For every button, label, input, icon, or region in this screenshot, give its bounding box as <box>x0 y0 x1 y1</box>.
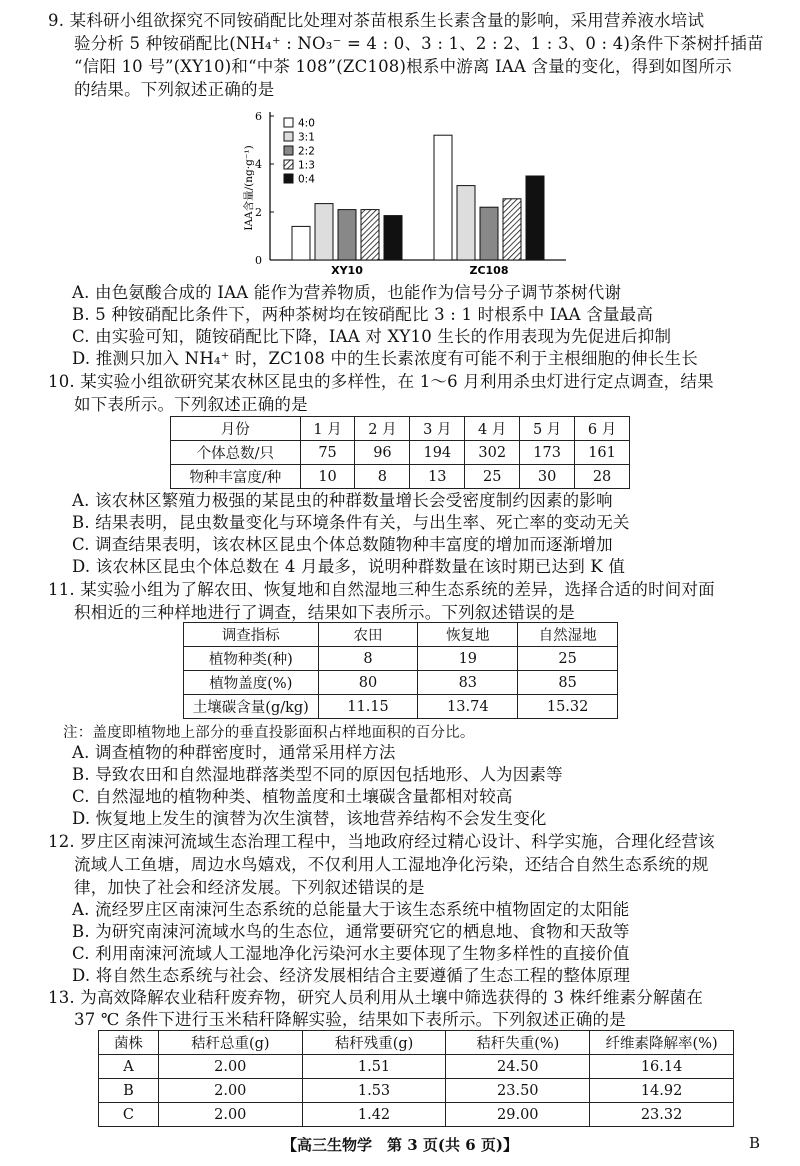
legend-label: 3:1 <box>298 131 315 144</box>
legend-label: 0:4 <box>298 173 315 186</box>
legend-swatch <box>284 174 293 183</box>
table-row <box>184 671 618 695</box>
table-cell: 80 <box>318 671 418 695</box>
q11-header-cell: 自然湿地 <box>518 623 618 647</box>
table-cell: 物种丰富度/种 <box>171 465 301 489</box>
q11-table <box>183 622 618 719</box>
table-cell: 植物种类(种) <box>184 647 319 671</box>
table-cell: 24.50 <box>446 1055 590 1079</box>
table-cell: A <box>99 1055 159 1079</box>
q9-line-1: 9. 某科研小组欲探究不同铵硝配比处理对茶苗根系生长素含量的影响，采用营养液水培试 <box>48 11 705 30</box>
table-cell: 25 <box>518 647 618 671</box>
q12-line-1: 12. 罗庄区南涑河流域生态治理工程中，当地政府经过精心设计、科学实施，合理化经营该 <box>48 832 715 851</box>
table-row <box>171 441 630 465</box>
table-row <box>184 695 618 719</box>
legend-label: 4:0 <box>298 117 315 130</box>
q11-option-c: C. 自然湿地的植物种类、植物盖度和土壤碳含量都相对较高 <box>72 787 513 806</box>
table-cell: C <box>99 1103 159 1127</box>
table-row <box>99 1079 734 1103</box>
x-category-label: XY10 <box>331 264 363 277</box>
q12-option-c: C. 利用南涑河流域人工湿地净化污染河水主要体现了生物多样性的直接价值 <box>72 944 630 963</box>
table-cell: 14.92 <box>590 1079 734 1103</box>
q12-option-b: B. 为研究南涑河流域水鸟的生态位，通常要研究它的栖息地、食物和天敌等 <box>72 922 630 941</box>
table-cell: 16.14 <box>590 1055 734 1079</box>
y-tick-label: 6 <box>255 110 262 123</box>
q10-header-cell: 1 月 <box>300 417 355 441</box>
x-category-label: ZC108 <box>469 264 509 277</box>
q13-table <box>98 1030 734 1127</box>
q10-line-2: 如下表所示。下列叙述正确的是 <box>74 395 308 414</box>
q10-option-b: B. 结果表明，昆虫数量变化与环境条件有关，与出生率、死亡率的变动无关 <box>72 513 630 532</box>
page-footer: 【高三生物学 第 3 页(共 6 页)】 <box>282 1136 518 1154</box>
q9-option-a: A. 由色氨酸合成的 IAA 能作为营养物质，也能作为信号分子调节茶树代谢 <box>72 283 622 302</box>
table-cell: B <box>99 1079 159 1103</box>
chart-legend <box>284 118 315 186</box>
q10-option-d: D. 该农林区昆虫个体总数在 4 月最多，说明种群数量在该时期已达到 K 值 <box>72 557 626 576</box>
table-cell: 23.50 <box>446 1079 590 1103</box>
q10-header-cell: 月份 <box>171 417 301 441</box>
legend-label: 1:3 <box>298 159 315 172</box>
bar-xy10-0-4 <box>384 216 402 260</box>
q13-line-2: 37 ℃ 条件下进行玉米秸秆降解实验，结果如下表所示。下列叙述正确的是 <box>74 1010 626 1029</box>
table-cell: 1.51 <box>302 1055 446 1079</box>
q9-option-b: B. 5 种铵硝配比条件下，两种茶树均在铵硝配比 3 : 1 时根系中 IAA 含量最高 <box>72 305 654 324</box>
table-cell: 8 <box>318 647 418 671</box>
bar-zc108-1-3 <box>503 199 521 260</box>
table-cell: 19 <box>418 647 518 671</box>
table-row <box>99 1055 734 1079</box>
bar-xy10-2-2 <box>338 210 356 260</box>
q13-header-cell: 菌株 <box>99 1031 159 1055</box>
y-axis-label: IAA含量/(ng·g⁻¹) <box>243 145 255 231</box>
table-cell: 11.15 <box>318 695 418 719</box>
q9-line-2: 验分析 5 种铵硝配比(NH₄⁺ : NO₃⁻ = 4 : 0、3 : 1、2 : 2、1 : 3、0 : 4)条件下茶树扦插苗 <box>74 34 764 53</box>
bar-xy10-4-0 <box>292 226 310 260</box>
q10-header-cell: 4 月 <box>465 417 520 441</box>
table-cell: 8 <box>355 465 410 489</box>
paper-version-mark: B <box>748 1134 760 1152</box>
q11-header-cell: 农田 <box>318 623 418 647</box>
q11-option-d: D. 恢复地上发生的演替为次生演替，该地营养结构不会发生变化 <box>72 809 547 828</box>
table-cell: 13 <box>410 465 465 489</box>
table-cell: 194 <box>410 441 465 465</box>
q13-header-cell: 秸秆失重(%) <box>446 1031 590 1055</box>
table-cell: 25 <box>465 465 520 489</box>
table-cell: 2.00 <box>158 1079 302 1103</box>
q13-header-cell: 秸秆残重(g) <box>302 1031 446 1055</box>
bar-zc108-4-0 <box>434 135 452 260</box>
table-cell: 土壤碳含量(g/kg) <box>184 695 319 719</box>
q13-line-1: 13. 为高效降解农业秸秆废弃物，研究人员利用从土壤中筛选获得的 3 株纤维素分解菌在 <box>48 988 704 1007</box>
y-tick-label: 2 <box>255 206 262 219</box>
table-cell: 10 <box>300 465 355 489</box>
table-cell: 161 <box>575 441 630 465</box>
iaa-bar-chart <box>240 108 570 278</box>
bar-zc108-0-4 <box>526 176 544 260</box>
bar-xy10-1-3 <box>361 210 379 260</box>
q11-option-b: B. 导致农田和自然湿地群落类型不同的原因包括地形、人为因素等 <box>72 765 563 784</box>
q11-option-a: A. 调查植物的种群密度时，通常采用样方法 <box>72 743 396 762</box>
table-row <box>184 647 618 671</box>
table-cell: 30 <box>520 465 575 489</box>
table-cell: 2.00 <box>158 1103 302 1127</box>
q9-line-4: 的结果。下列叙述正确的是 <box>74 80 275 99</box>
q12-option-a: A. 流经罗庄区南涑河生态系统的总能量大于该生态系统中植物固定的太阳能 <box>72 900 630 919</box>
q12-option-d: D. 将自然生态系统与社会、经济发展相结合主要遵循了生态工程的整体原理 <box>72 966 631 985</box>
q13-header-cell: 纤维素降解率(%) <box>590 1031 734 1055</box>
legend-label: 2:2 <box>298 145 315 158</box>
table-cell: 1.53 <box>302 1079 446 1103</box>
q10-header-cell: 2 月 <box>355 417 410 441</box>
table-cell: 2.00 <box>158 1055 302 1079</box>
table-row <box>99 1103 734 1127</box>
q10-header-cell: 3 月 <box>410 417 465 441</box>
q10-option-c: C. 调查结果表明，该农林区昆虫个体总数随物种丰富度的增加而逐渐增加 <box>72 535 613 554</box>
q13-header-cell: 秸秆总重(g) <box>158 1031 302 1055</box>
q11-line-1: 11. 某实验小组为了解农田、恢复地和自然湿地三种生态系统的差异，选择合适的时间对面 <box>48 580 715 599</box>
legend-swatch <box>284 146 293 155</box>
q11-header-cell: 调查指标 <box>184 623 319 647</box>
table-cell: 28 <box>575 465 630 489</box>
table-cell: 1.42 <box>302 1103 446 1127</box>
q10-option-a: A. 该农林区繁殖力极强的某昆虫的种群数量增长会受密度制约因素的影响 <box>72 491 613 510</box>
table-cell: 13.74 <box>418 695 518 719</box>
table-cell: 83 <box>418 671 518 695</box>
q9-option-d: D. 推测只加入 NH₄⁺ 时，ZC108 中的生长素浓度有可能不利于主根细胞的伸长生长 <box>72 349 698 368</box>
q10-table <box>170 416 630 489</box>
q9-line-3: “信阳 10 号”(XY10)和“中茶 108”(ZC108)根系中游离 IAA 含量的变化，得到如图所示 <box>74 57 732 76</box>
q11-line-2: 积相近的三种样地进行了调查，结果如下表所示。下列叙述错误的是 <box>74 603 575 622</box>
table-cell: 23.32 <box>590 1103 734 1127</box>
legend-swatch <box>284 118 293 127</box>
q10-header-cell: 6 月 <box>575 417 630 441</box>
table-cell: 植物盖度(%) <box>184 671 319 695</box>
q12-line-3: 律，加快了社会和经济发展。下列叙述错误的是 <box>74 878 425 897</box>
y-tick-label: 0 <box>255 254 262 267</box>
bar-zc108-3-1 <box>457 186 475 260</box>
q10-line-1: 10. 某实验小组欲研究某农林区昆虫的多样性，在 1～6 月利用杀虫灯进行定点调查，结果 <box>48 372 714 391</box>
q12-line-2: 流域人工鱼塘，周边水鸟嬉戏，不仅利用人工湿地净化污染，还结合自然生态系统的规 <box>74 855 709 874</box>
table-cell: 15.32 <box>518 695 618 719</box>
q10-header-cell: 5 月 <box>520 417 575 441</box>
table-cell: 173 <box>520 441 575 465</box>
table-cell: 96 <box>355 441 410 465</box>
bar-xy10-3-1 <box>315 204 333 260</box>
table-cell: 302 <box>465 441 520 465</box>
q11-table-note: 注：盖度即植物地上部分的垂直投影面积占样地面积的百分比。 <box>63 725 475 741</box>
legend-swatch <box>284 160 293 169</box>
table-cell: 75 <box>300 441 355 465</box>
y-tick-label: 4 <box>255 158 262 171</box>
bar-zc108-2-2 <box>480 207 498 260</box>
table-row <box>171 465 630 489</box>
legend-swatch <box>284 132 293 141</box>
table-cell: 29.00 <box>446 1103 590 1127</box>
table-cell: 个体总数/只 <box>171 441 301 465</box>
table-cell: 85 <box>518 671 618 695</box>
chart-bars <box>292 135 544 260</box>
q11-header-cell: 恢复地 <box>418 623 518 647</box>
q9-option-c: C. 由实验可知，随铵硝配比下降，IAA 对 XY10 生长的作用表现为先促进后抑制 <box>72 327 672 346</box>
